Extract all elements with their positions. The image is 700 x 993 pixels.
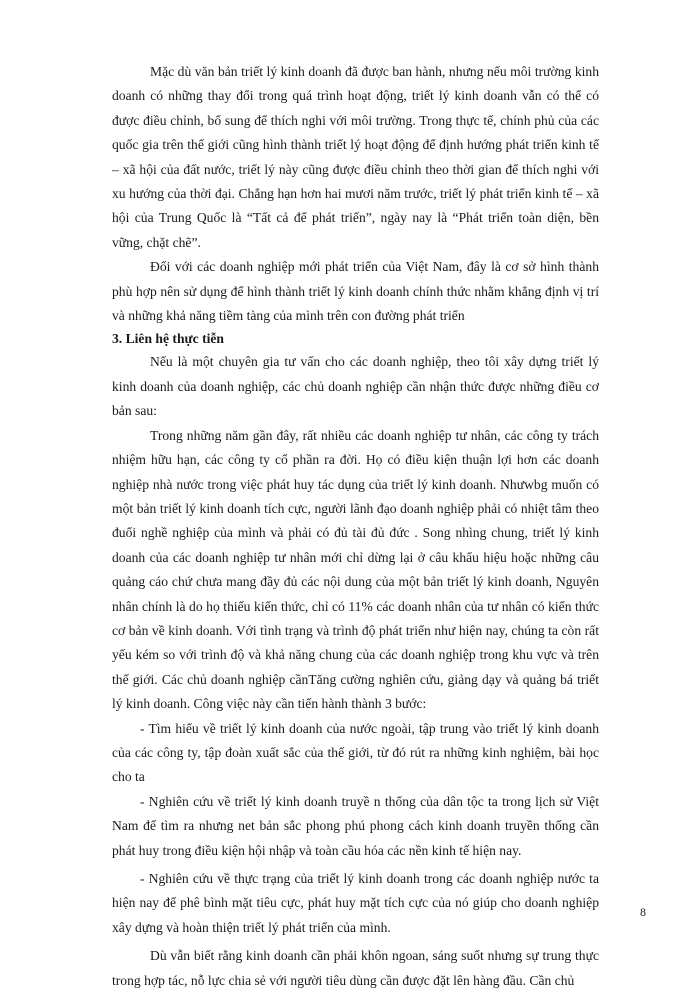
document-body: [112, 60, 599, 993]
paragraph-philosophy-adjustment: Mặc dù văn bản triết lý kinh doanh đã được ban hành, nhưng nếu môi trường kinh doanh có những thay đổi trong quá trình hoạt động, triết lý kinh doanh vẫn có thể có được điều chỉnh, bổ sung để thích nghi với môi trường. Trong thực tế, chính phủ của các quốc gia trên thế giới cũng hình thành triết lý hoạt động để định hướng phát triển kinh tế – xã hội của đất nước, triết lý này cũng được điều chỉnh theo thời gian để thích nghi với xu hướng của thời đại. Chẳng hạn hơn hai mươi năm trước, triết lý phát triển kinh tế – xã hội của Trung Quốc là “Tất cả để phát triển”, ngày nay là “Phát triển toàn diện, bền vững, chặt chẽ”.: [112, 64, 599, 250]
paragraph-consultant: Nếu là một chuyên gia tư vấn cho các doanh nghiệp, theo tôi xây dựng triết lý kinh doanh của doanh nghiệp, các chủ doanh nghiệp cần nhận thức được những điều cơ bản sau:: [112, 354, 599, 419]
list-item-foreign-philosophy: - Tìm hiểu về triết lý kinh doanh của nước ngoài, tập trung vào triết lý kinh doanh của các công ty, tập đoàn xuất sắc của thế giới, từ đó rút ra những kinh nghiệm, bài học cho ta: [112, 720, 599, 785]
list-item-current-state: - Nghiên cứu về thực trạng của triết lý kinh doanh trong các doanh nghiệp nước ta hiện nay để phê bình mặt tiêu cực, phát huy mặt tích cực của nó giúp cho doanh nghiệp xây dựng và hoàn thiện triết lý phát triển của mình.: [112, 871, 599, 935]
paragraph-vietnam-enterprises: Đối với các doanh nghiệp mới phát triển của Việt Nam, đây là cơ sở hình thành phù hợp nên sử dụng để hình thành triết lý kinh doanh chính thức nhằm khẳng định vị trí và những khả năng tiềm tàng của mình trên con đường phát triển: [112, 259, 599, 324]
paragraph-honesty: Dù vẫn biết rằng kinh doanh cần phải khôn ngoan, sáng suốt nhưng sự trung thực trong hợp tác, nỗ lực chia sẻ với người tiêu dùng cần được đặt lên hàng đầu. Cần chủ: [112, 948, 599, 988]
page-number: 8: [640, 905, 646, 919]
paragraph-private-enterprises: Trong những năm gần đây, rất nhiều các doanh nghiệp tư nhân, các công ty trách nhiệm hữu hạn, các công ty cổ phần ra đời. Họ có điều kiện thuận lợi hơn các doanh nghiệp nhà nước trong việc phát huy tác dụng của triết lý kinh doanh. Nhưwbg muốn có một bản triết lý kinh doanh tích cực, người lãnh đạo doanh nghiệp phải có nhiệt tâm theo đuổi nghề nghiệp của mình và phải có đủ tài đủ đức . Song nhìng chung, triết lý kinh doanh của các doanh nghiệp tư nhân mới chỉ dừng lại ở câu khẩu hiệu hoặc những câu quảng cáo chứ chưa mang đầy đủ các nội dung của một bản triết lý kinh doanh, Nguyên nhân chính là do họ thiếu kiến thức, chỉ có 11% các doanh nhân của tư nhân có kiến thức cơ bản về kinh doanh. Với tình trạng và trình độ phát triển như hiện nay, chúng ta còn rất yếu kém so với trình độ và khả năng chung của các doanh nghiệp trong khu vực và trên thế giới. Các chủ doanh nghiệp cầnTăng cường nghiên cứu, giảng dạy và quảng bá triết lý kinh doanh. Công việc này cần tiến hành thành 3 bước:: [112, 427, 599, 712]
list-item-traditional-philosophy: - Nghiên cứu về triết lý kinh doanh truyề n thống của dân tộc ta trong lịch sử Việt Nam để tìm ra nhưng net bản sắc phong phú phong cách kinh doanh truyền thống cần phát huy trong điều kiện hội nhập và toàn cầu hóa các nền kinh tế hiện nay.: [112, 793, 599, 858]
section-heading: 3. Liên hệ thực tiễn: [112, 331, 224, 347]
